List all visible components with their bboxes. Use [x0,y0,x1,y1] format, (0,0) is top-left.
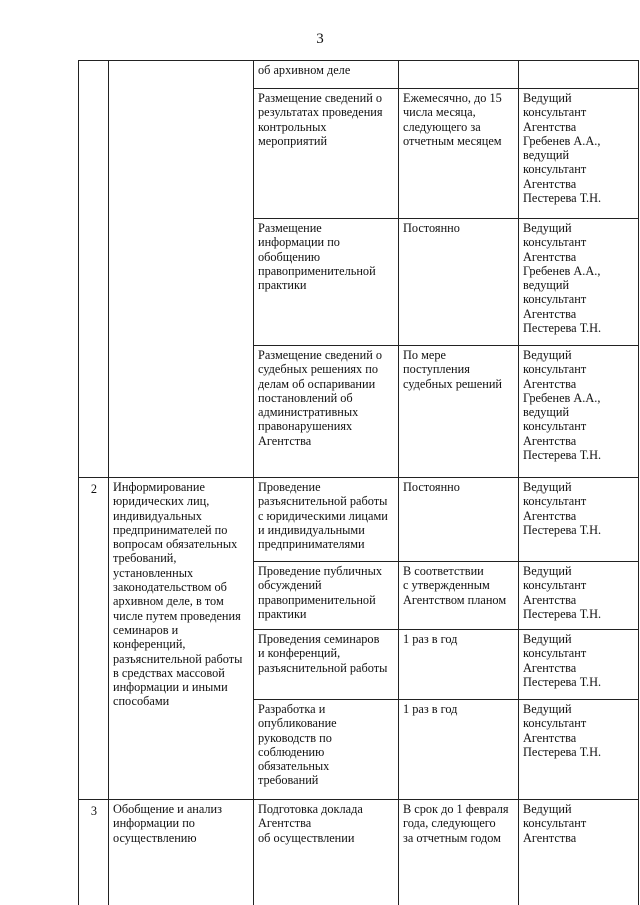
measure-cell [254,346,399,478]
deadline-text: 1 раз в год [403,632,458,646]
measure-text: Проведения семинаров и конференций, разъяснительной работы [258,632,388,675]
measure-text: Размещение сведений о судебных решениях по делам об оспаривании постановлений об административных правонарушениях Агентства [258,348,383,448]
table-row [79,800,639,905]
deadline-text: В соответствии с утвержденным Агентством планом [403,564,507,607]
responsible-cell [519,700,639,800]
deadline-cell [399,478,519,562]
responsible-cell [519,346,639,478]
responsible-cell [519,478,639,562]
table-row [79,61,639,89]
row-number-cell [79,61,109,478]
deadline-cell [399,346,519,478]
deadline-text: Постоянно [403,221,460,235]
activity-text: Информирование юридических лиц, индивидуальных предпринимателей по вопросам обязательных требований, установленных законодательством об архивном деле, в том числе путем проведения семинаров и конференций, разъяснительной работы в средствах массовой информации и иными способами [113,480,243,709]
measure-text: об архивном деле [258,63,351,77]
responsible-cell [519,630,639,700]
measure-cell [254,478,399,562]
activity-cell [109,61,254,478]
deadline-text: По мере поступления судебных решений [403,348,502,391]
table-row [79,478,639,562]
deadline-cell [399,700,519,800]
responsible-text: Ведущий консультант Агентства Гребенев А.А., ведущий консультант Агентства Пестерева Т.Н. [523,348,602,463]
measure-text: Размещение информации по обобщению правоприменительной практики [258,221,376,293]
responsible-text: Ведущий консультант Агентства Гребенев А.А., ведущий консультант Агентства Пестерева Т.Н. [523,221,602,336]
measure-text: Проведение публичных обсуждений правоприменительной практики [258,564,383,621]
measure-cell [254,61,399,89]
responsible-text: Ведущий консультант Агентства Пестерева Т.Н. [523,702,602,759]
deadline-text: Ежемесячно, до 15 числа месяца, следующего за отчетным месяцем [403,91,502,148]
responsible-cell [519,219,639,346]
activity-cell [109,478,254,800]
responsible-cell [519,800,639,905]
measure-text: Разработка и опубликование руководств по соблюдению обязательных требований [258,702,337,788]
deadline-cell [399,800,519,905]
measure-cell [254,562,399,630]
activity-text: Обобщение и анализ информации по осуществлению [113,802,222,845]
responsible-cell [519,61,639,89]
deadline-text: 1 раз в год [403,702,458,716]
deadline-text: В срок до 1 февраля года, следующего за отчетным годом [403,802,509,845]
responsible-text: Ведущий консультант Агентства Гребенев А.А., ведущий консультант Агентства Пестерева Т.Н. [523,91,602,206]
responsible-text: Ведущий консультант Агентства Пестерева Т.Н. [523,632,602,689]
measure-cell [254,800,399,905]
page-number: 3 [316,31,324,47]
activity-cell [109,800,254,905]
measure-text: Размещение сведений о результатах проведения контрольных мероприятий [258,91,383,148]
deadline-cell [399,562,519,630]
measure-text: Проведение разъяснительной работы с юридическими лицами и индивидуальными предпринимателями [258,480,388,552]
responsible-cell [519,562,639,630]
deadline-text: Постоянно [403,480,460,494]
measure-cell [254,700,399,800]
measures-table [78,60,639,905]
measure-cell [254,630,399,700]
responsible-text: Ведущий консультант Агентства Пестерева Т.Н. [523,480,602,537]
row-number: 3 [90,804,98,818]
responsible-cell [519,89,639,219]
row-number-cell [79,478,109,800]
row-number-cell [79,800,109,905]
row-number: 2 [90,482,98,496]
responsible-text: Ведущий консультант Агентства [523,802,587,845]
measure-cell [254,89,399,219]
measure-text: Подготовка доклада Агентства об осуществлении [258,802,363,845]
deadline-cell [399,219,519,346]
deadline-cell [399,61,519,89]
responsible-text: Ведущий консультант Агентства Пестерева Т.Н. [523,564,602,621]
deadline-cell [399,89,519,219]
deadline-cell [399,630,519,700]
measure-cell [254,219,399,346]
